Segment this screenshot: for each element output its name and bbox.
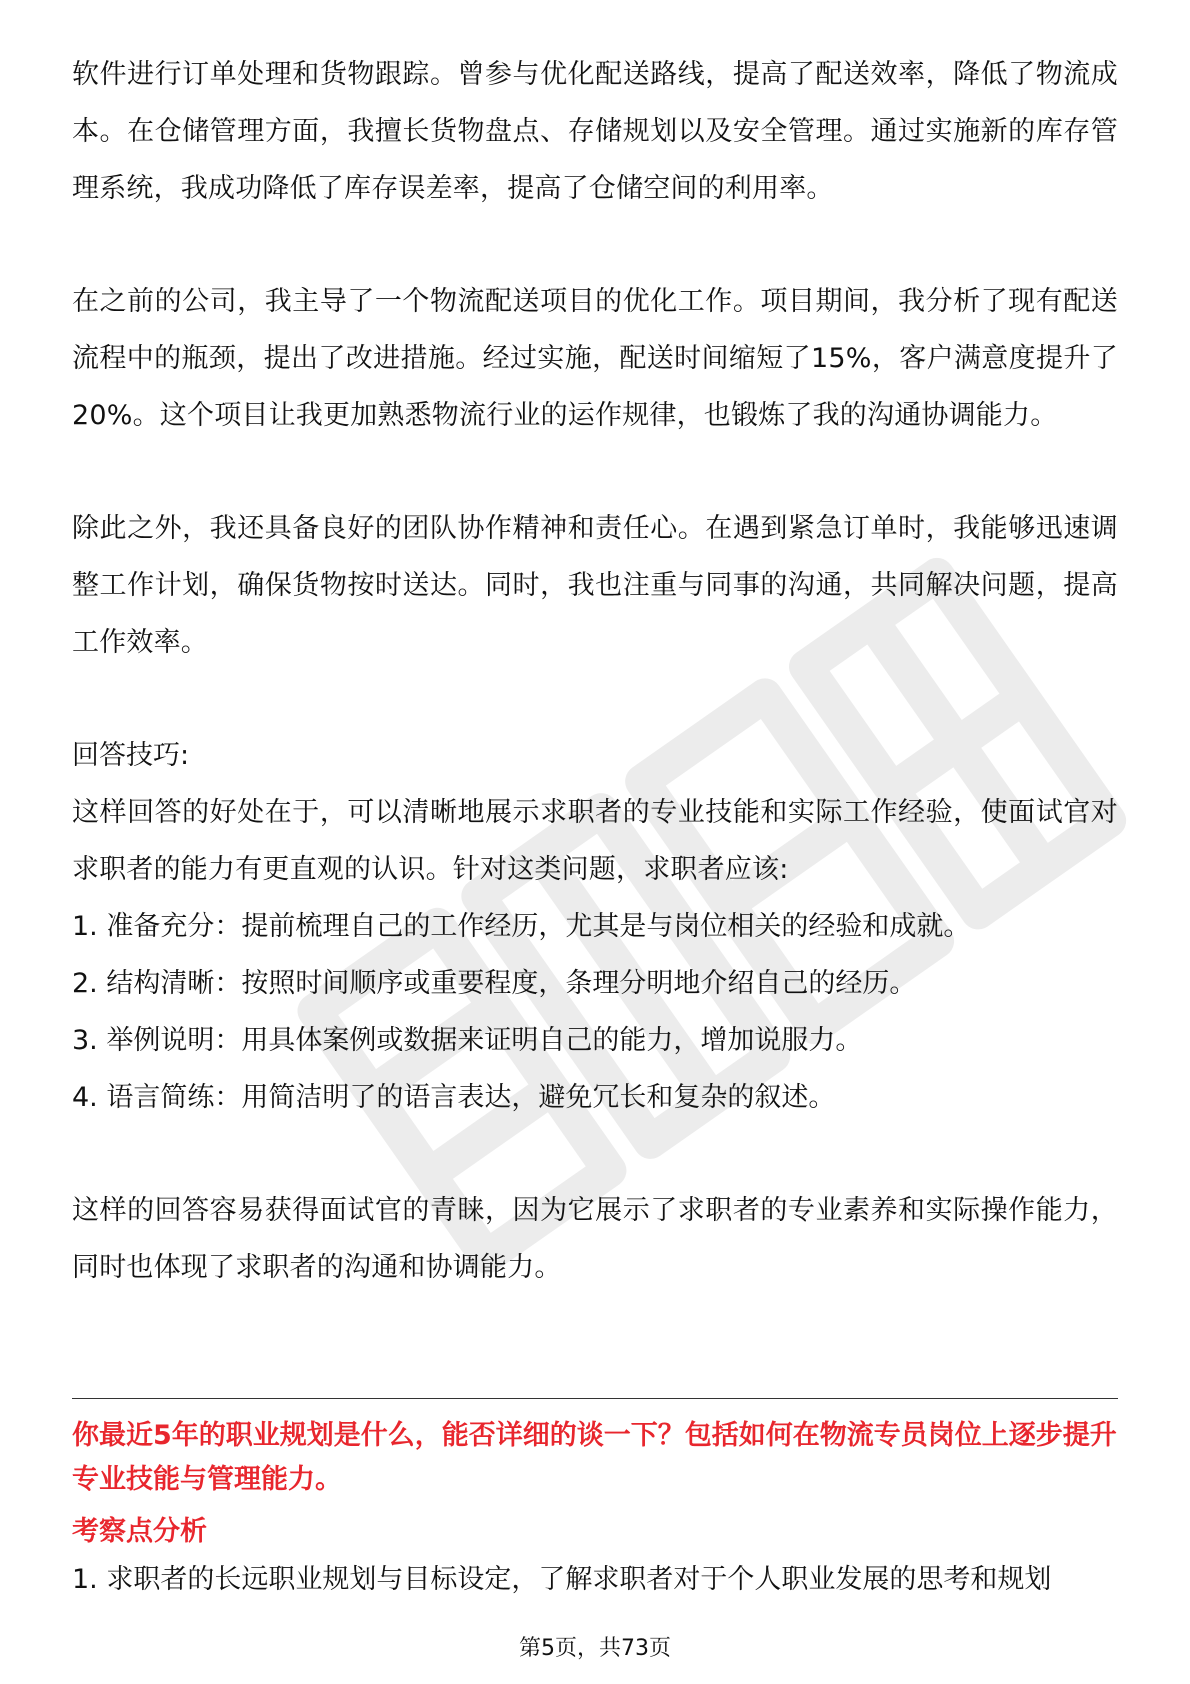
tips-label: 回答技巧: [72, 740, 190, 771]
answer-body [72, 46, 1118, 1296]
section-divider [72, 1398, 1118, 1399]
tips-item-4: 4. 语言简练：用简洁明了的语言表达，避免冗长和复杂的叙述。 [72, 1082, 836, 1113]
analysis-heading: 考察点分析 [72, 1516, 207, 1547]
answer-paragraph-1: 软件进行订单处理和货物跟踪。曾参与优化配送路线，提高了配送效率，降低了物流成本。在仓储管理方面，我擅长货物盘点、存储规划以及安全管理。通过实施新的库存管理系统，我成功降低了库存误差率，提高了仓储空间的利用率。 [72, 59, 1118, 204]
next-question-title: 你最近5年的职业规划是什么，能否详细的谈一下？包括如何在物流专员岗位上逐步提升专业技能与管理能力。 [72, 1420, 1117, 1495]
answer-paragraph-2: 在之前的公司，我主导了一个物流配送项目的优化工作。项目期间，我分析了现有配送流程中的瓶颈，提出了改进措施。经过实施，配送时间缩短了15%，客户满意度提升了20%。这个项目让我更加熟悉物流行业的运作规律，也锻炼了我的沟通协调能力。 [72, 286, 1118, 431]
tips-item-3: 3. 举例说明：用具体案例或数据来证明自己的能力，增加说服力。 [72, 1025, 863, 1056]
answer-paragraph-3: 除此之外，我还具备良好的团队协作精神和责任心。在遇到紧急订单时，我能够迅速调整工作计划，确保货物按时送达。同时，我也注重与同事的沟通，共同解决问题，提高工作效率。 [72, 513, 1118, 658]
analysis-item-1: 1. 求职者的长远职业规划与目标设定，了解求职者对于个人职业发展的思考和规划 [72, 1564, 1052, 1595]
tips-item-1: 1. 准备充分：提前梳理自己的工作经历，尤其是与岗位相关的经验和成就。 [72, 911, 971, 942]
tips-intro: 这样回答的好处在于，可以清晰地展示求职者的专业技能和实际工作经验，使面试官对求职者的能力有更直观的认识。针对这类问题，求职者应该: [72, 797, 1118, 885]
tips-conclusion: 这样的回答容易获得面试官的青睐，因为它展示了求职者的专业素养和实际操作能力，同时也体现了求职者的沟通和协调能力。 [72, 1195, 1118, 1283]
tips-item-2: 2. 结构清晰：按照时间顺序或重要程度，条理分明地介绍自己的经历。 [72, 968, 917, 999]
page-number: 第5页，共73页 [519, 1636, 671, 1661]
